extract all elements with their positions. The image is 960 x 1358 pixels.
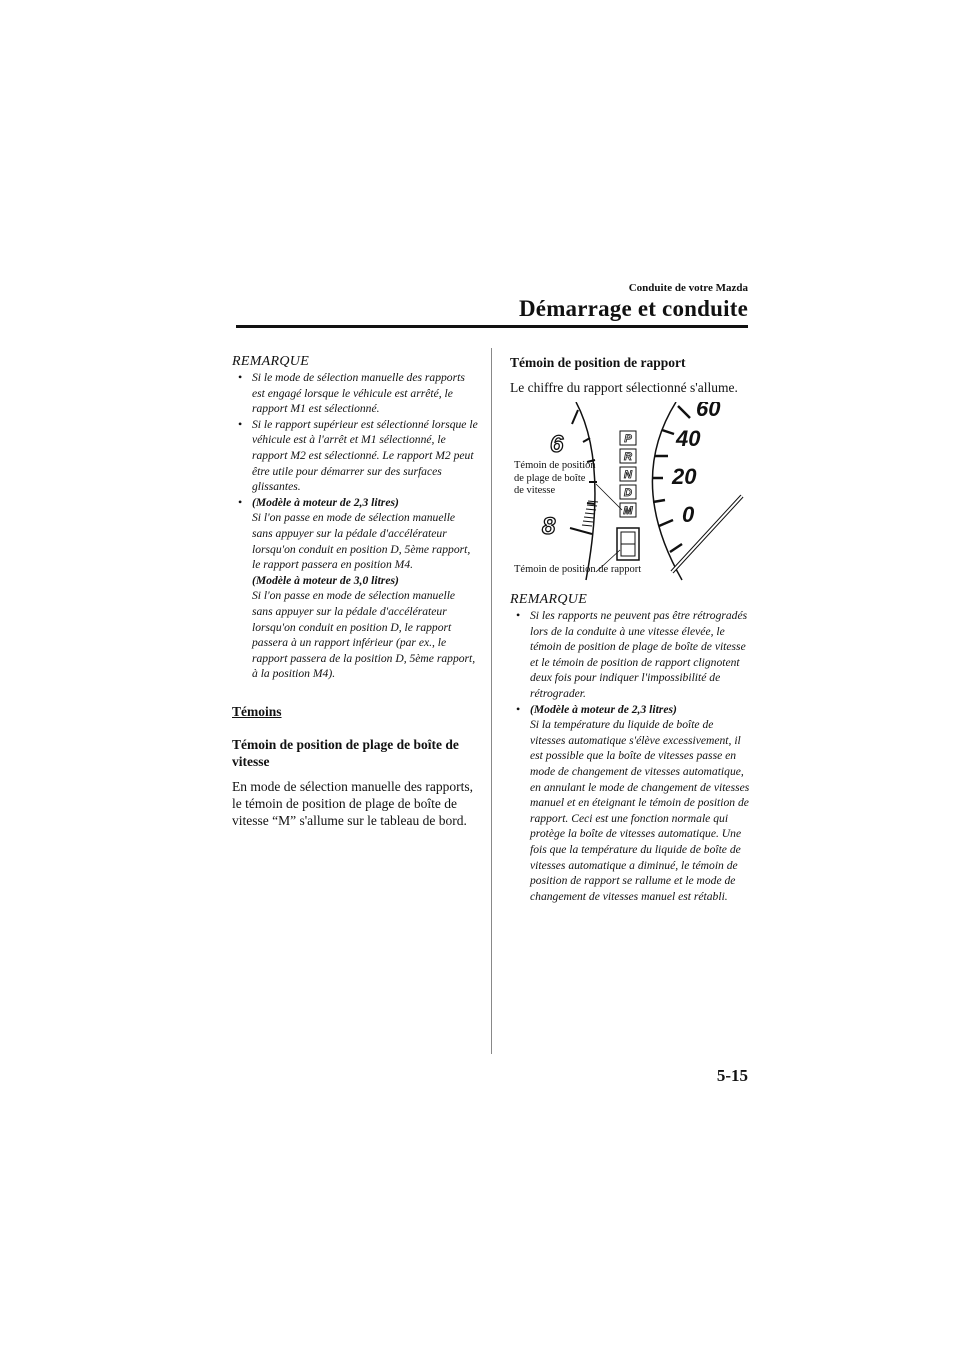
note-item [232, 495, 478, 682]
header-title: Démarrage et conduite [518, 296, 748, 321]
body-paragraph: Le chiffre du rapport sélectionné s'allume. [510, 380, 738, 395]
subsection-title: Témoin de position de rapport [510, 355, 686, 370]
label-gear-indicator: Témoin de position de rapport [514, 564, 642, 575]
left-column [232, 354, 478, 829]
note-item: • Si le rapport supérieur est sélectionné lorsque le véhicule est à l'arrêt et M1 sélectionné, le rapport M2 est sélectionné. Le rapport M2 peut être utile pour démarrer sur des surfaces glissantes. [232, 417, 478, 495]
column-divider [491, 348, 492, 1054]
speed-label-0: 0 [682, 502, 695, 527]
instrument-diagram [510, 402, 750, 582]
remarque-heading: REMARQUE [510, 592, 588, 607]
notes-list [510, 608, 750, 904]
notes-list [232, 370, 478, 682]
range-letter-r: R [624, 451, 632, 463]
speed-label-40: 40 [676, 426, 701, 451]
speed-tick [678, 406, 690, 418]
note-item: • Si le mode de sélection manuelle des rapports est engagé lorsque le véhicule est arrêté, le rapport M1 est sélectionné. [232, 370, 478, 417]
range-letter-p: P [624, 433, 632, 445]
leader-line-range [596, 484, 622, 510]
note-item: • Si les rapports ne peuvent pas être rétrogradés lors de la conduite à une vitesse élevée, le témoin de position de plage de boîte de vitesse et le témoin de position de rapport clignotent deux fois pour indiquer l'impossibilité de rétrograder. [510, 608, 750, 702]
tach-label-8: 8 [542, 513, 556, 540]
remarque-heading: REMARQUE [232, 354, 310, 369]
redzone-tick [588, 501, 598, 502]
speed-tick [670, 544, 682, 552]
note-engine-23-text: Si l'on passe en mode de sélection manuelle sans appuyer sur la pédale d'accélérateur lorsqu'on conduit en position D, 5ème rapport, le rapport passera en position M4. [252, 511, 471, 572]
speed-tick [662, 430, 674, 434]
note-engine-30-text: Si l'on passe en mode de sélection manuelle sans appuyer sur la pédale d'accélérateur lorsqu'on conduit en position D, le rapport passera à un rapport inférieur (par ex., le rapport passera de la position D, 5ème rapport, à la position M4). [252, 589, 476, 681]
note-engine-23-head: • (Modèle à moteur de 2,3 litres) [530, 702, 677, 716]
range-letter-m: M [623, 505, 633, 517]
tach-label-6: 6 [550, 431, 564, 458]
tach-tick [570, 528, 592, 534]
section-title: Témoins [232, 703, 282, 719]
redzone-tick [584, 517, 594, 518]
body-paragraph: En mode de sélection manuelle des rapports, le témoin de position de plage de boîte de vitesse “M” s'allume sur le tableau de bord. [232, 778, 474, 828]
note-engine-30-head: (Modèle à moteur de 3,0 litres) [252, 573, 399, 587]
redzone-tick [583, 521, 593, 522]
right-column [510, 354, 750, 904]
label-range-indicator: Témoin de position de plage de boîte de vitesse [514, 460, 596, 496]
redzone-tick [582, 525, 592, 526]
note-item [510, 702, 750, 905]
tach-tick [572, 410, 578, 424]
note-engine-23-head: • (Modèle à moteur de 2,3 litres) [252, 495, 399, 509]
note-engine-23-text: Si la température du liquide de boîte de vitesses automatique s'élève excessivement, il est possible que la boîte de vitesses passe en mode de changement de vitesses automatique, en annulant le mode de changement de vitesses manuel et en éteignant le témoin de position de rapport. Ceci est une fonction normale qui protège la boîte de vitesses automatique. Une fois que la température du liquide de boîte de vitesses automatique a diminué, le témoin de position de rapport se rallume et le mode de changement de vitesses manuel est rétabli. [530, 718, 750, 903]
speed-tick [653, 500, 665, 502]
redzone-tick [585, 513, 595, 514]
range-letter-n: N [624, 469, 632, 481]
header-subtitle: Conduite de votre Mazda [628, 282, 748, 294]
page-number: 5-15 [716, 1066, 748, 1085]
speed-label-60: 60 [696, 402, 721, 421]
header-rule [236, 325, 748, 328]
subsection-title: Témoin de position de plage de boîte de vitesse [232, 736, 459, 769]
speed-tick [659, 520, 673, 526]
range-letter-d: D [624, 487, 632, 499]
tach-tick [587, 503, 595, 504]
speed-label-20: 20 [672, 464, 697, 489]
